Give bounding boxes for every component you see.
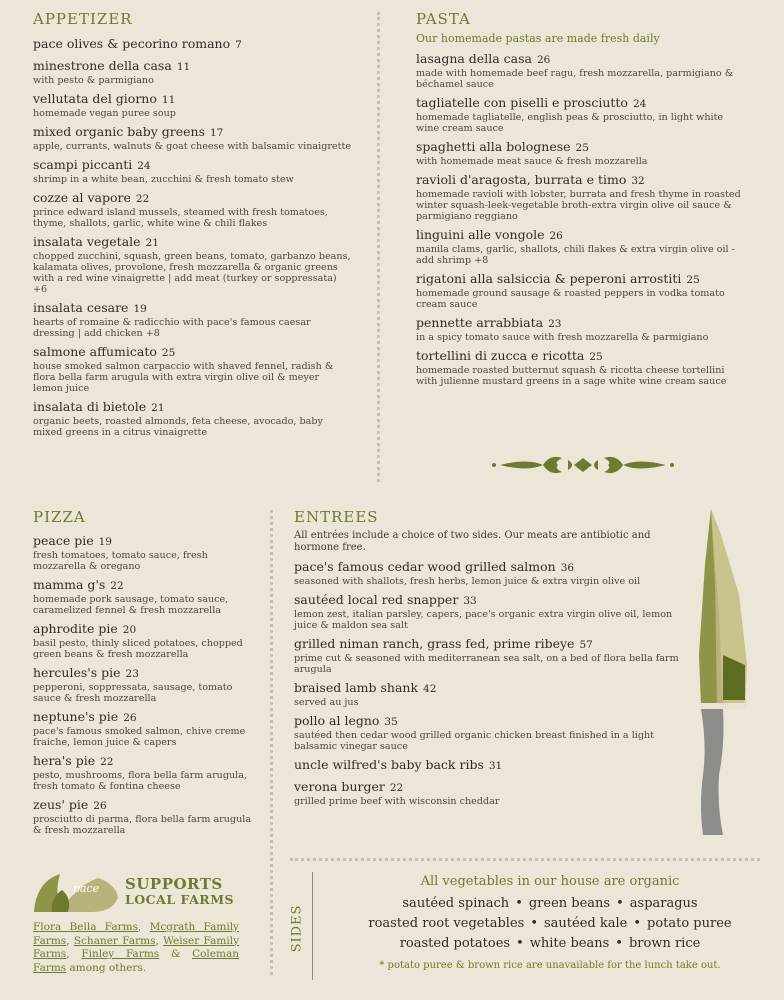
menu-item-description: manila clams, garlic, shallots, chili flakes & extra virgin olive oil - add shrimp +8 — [416, 244, 735, 266]
menu-item — [294, 592, 684, 631]
menu-item-price: 19 — [133, 303, 147, 315]
menu-item-name: pace olives & pecorino romano — [33, 36, 231, 51]
side-item: roasted root vegetables — [368, 916, 525, 931]
menu-item — [416, 139, 746, 167]
entrees-column — [294, 530, 684, 812]
menu-item-description: seasoned with shallots, fresh herbs, lemon juice & extra virgin olive oil — [294, 576, 641, 587]
menu-item-name-line — [416, 227, 746, 244]
menu-item — [416, 172, 746, 222]
menu-item — [416, 95, 746, 134]
menu-item-description: served au jus — [294, 697, 359, 708]
menu-item-name: hera's pie — [33, 753, 96, 768]
farm-link[interactable]: Flora Bella Farms — [33, 921, 138, 933]
menu-item-description: pesto, mushrooms, flora bella farm arugula, fresh tomato & fontina cheese — [33, 770, 248, 792]
menu-item — [33, 36, 351, 53]
sides-rows — [330, 894, 770, 954]
sides-divider — [312, 872, 313, 980]
menu-item-name: linguini alle vongole — [416, 227, 545, 242]
menu-item-name: salmone affumicato — [33, 344, 157, 359]
side-item: sautéed spinach — [402, 896, 510, 911]
menu-item — [416, 271, 746, 310]
logo-word: pace — [72, 882, 100, 895]
sides-heading: All vegetables in our house are organic — [420, 874, 680, 889]
menu-item — [33, 157, 351, 185]
menu-item-price: 26 — [549, 230, 563, 242]
menu-item-description: homemade ground sausage & roasted peppers in vodka tomato cream sauce — [416, 288, 725, 310]
menu-item-name-line — [33, 709, 255, 726]
menu-item-name-line — [33, 190, 351, 207]
sides-row — [330, 914, 770, 934]
menu-item-price: 24 — [632, 98, 647, 110]
logo-line1: SUPPORTS — [125, 875, 223, 893]
menu-item-description: shrimp in a white bean, zucchini & fresh tomato stew — [33, 174, 294, 185]
menu-item-name-line — [33, 621, 255, 638]
menu-item-price: 25 — [161, 347, 176, 359]
menu-item-name: grilled niman ranch, grass fed, prime ribeye — [294, 636, 575, 651]
farm-separator: , — [66, 934, 70, 947]
menu-item — [33, 753, 255, 792]
menu-item-description: basil pesto, thinly sliced potatoes, chopped green beans & fresh mozzarella — [33, 638, 243, 660]
menu-item-name-line — [294, 636, 684, 653]
menu-item-price: 20 — [122, 624, 137, 636]
menu-item-description: with homemade meat sauce & fresh mozzarella — [416, 156, 648, 167]
menu-item-description: apple, currants, walnuts & goat cheese with balsamic vinaigrette — [33, 141, 351, 152]
farm-separator: & — [159, 948, 181, 960]
bullet-icon: • — [515, 896, 523, 911]
menu-item-name: spaghetti alla bolognese — [416, 139, 571, 154]
menu-item-name: mixed organic baby greens — [33, 124, 205, 139]
divider-vertical-top — [377, 12, 380, 482]
menu-item-name-line — [33, 124, 351, 141]
pasta-column — [416, 32, 746, 392]
menu-item-name: insalata vegetale — [33, 234, 141, 249]
menu-item-name: hercules's pie — [33, 665, 121, 680]
menu-item-name-line — [33, 399, 351, 416]
bullet-icon: • — [530, 916, 538, 931]
menu-item-name-line — [416, 51, 746, 68]
menu-item-description: prince edward island mussels, steamed with fresh tomatoes, thyme, shallots, garlic, white wine & chili flakes — [33, 207, 328, 229]
menu-item-price: 21 — [145, 237, 159, 249]
menu-item — [294, 559, 684, 587]
menu-item-description: lemon zest, italian parsley, capers, pace's organic extra virgin olive oil, lemon juice & maldon sea salt — [294, 609, 673, 631]
appetizer-title: APPETIZER — [33, 10, 133, 28]
pizza-title: PIZZA — [33, 508, 86, 526]
menu-item-price: 42 — [423, 683, 437, 695]
menu-item-price: 25 — [686, 274, 700, 286]
menu-item-name: uncle wilfred's baby back ribs — [294, 757, 484, 772]
menu-item-name: tagliatelle con piselli e prosciutto — [416, 95, 628, 110]
pasta-subtitle: Our homemade pastas are made fresh daily — [416, 32, 660, 45]
supports-local-farms-logo — [32, 868, 242, 916]
menu-item-name-line — [33, 234, 351, 251]
farm-link[interactable]: Schaner Farms — [73, 934, 156, 947]
menu-item-description: homemade pork sausage, tomato sauce, caramelized fennel & fresh mozzarella — [33, 594, 229, 616]
menu-item-name-line — [33, 753, 255, 770]
menu-item-name-line — [294, 713, 684, 730]
menu-item-price: 22 — [135, 193, 150, 205]
menu-item — [33, 621, 255, 660]
menu-item-name-line — [33, 157, 351, 174]
menu-item-name: pace's famous cedar wood grilled salmon — [294, 559, 556, 574]
menu-item-name: peace pie — [33, 533, 94, 548]
menu-item-price: 22 — [100, 756, 114, 768]
menu-item-name-line — [294, 779, 684, 796]
side-item: roasted potatoes — [399, 936, 511, 951]
menu-item-name-line — [416, 172, 746, 189]
menu-item-name-line — [33, 300, 351, 317]
menu-item-price: 32 — [631, 175, 645, 187]
menu-item-name: cozze al vapore — [33, 190, 131, 205]
menu-item-name: braised lamb shank — [294, 680, 419, 695]
menu-item-price: 21 — [151, 402, 165, 414]
sides-row — [330, 894, 770, 914]
flourish-ornament-icon — [488, 450, 678, 480]
menu-item-price: 33 — [463, 595, 477, 607]
menu-item-price: 25 — [575, 142, 589, 154]
menu-item-name-line — [416, 348, 746, 365]
entrees-note: All entrées include a choice of two sides. Our meats are antibiotic and hormone free. — [294, 530, 651, 553]
menu-item-price: 17 — [209, 127, 224, 139]
menu-item-name: scampi piccanti — [33, 157, 133, 172]
menu-item-price: 7 — [235, 39, 242, 51]
menu-item-name: pollo al legno — [294, 713, 380, 728]
menu-item-name-line — [33, 36, 351, 53]
menu-item-description: in a spicy tomato sauce with fresh mozzarella & parmigiano — [416, 332, 709, 343]
menu-item-name: zeus' pie — [33, 797, 89, 812]
menu-item-name-line — [416, 95, 746, 112]
menu-item — [416, 315, 746, 343]
menu-item-description: chopped zucchini, squash, green beans, tomato, garbanzo beans, kalamata olives, provolone, fresh mozzarella & organic greens with a red wine vinaigrette | add meat (turkey or soppressata) +6 — [33, 251, 351, 295]
menu-item — [33, 300, 351, 339]
menu-item-description: homemade vegan puree soup — [33, 108, 176, 119]
menu-item — [33, 190, 351, 229]
side-item: green beans — [528, 896, 611, 911]
menu-item — [33, 533, 255, 572]
menu-item-description: grilled prime beef with wisconsin cheddar — [294, 796, 500, 807]
pasta-list — [416, 51, 746, 387]
menu-item-name-line — [33, 58, 351, 75]
menu-item — [294, 779, 684, 807]
menu-item-name-line — [294, 592, 684, 609]
menu-item — [294, 680, 684, 708]
menu-item-name: sautéed local red snapper — [294, 592, 459, 607]
menu-item — [33, 124, 351, 152]
farm-link[interactable]: Finley Farms — [81, 948, 160, 960]
menu-item-description: homemade tagliatelle, english peas & prosciutto, in light white wine cream sauce — [416, 112, 724, 134]
menu-item — [33, 709, 255, 748]
side-item: brown rice — [628, 936, 701, 951]
menu-item-name-line — [294, 559, 684, 576]
knife-icon — [693, 505, 755, 840]
menu-item-price: 25 — [589, 351, 603, 363]
appetizer-list — [33, 36, 351, 443]
menu-item-name-line — [294, 757, 684, 774]
sides-row — [330, 934, 770, 954]
menu-item-name-line — [416, 315, 746, 332]
menu-item-name: insalata cesare — [33, 300, 129, 315]
menu-item — [33, 797, 255, 836]
menu-item-name-line — [416, 271, 746, 288]
menu-item-price: 26 — [93, 800, 107, 812]
farm-link[interactable]: Coleman Farms — [33, 948, 239, 974]
menu-item-name-line — [33, 344, 351, 361]
menu-item — [294, 713, 684, 752]
menu-item-name: minestrone della casa — [33, 58, 172, 73]
menu-item-price: 11 — [161, 94, 176, 106]
menu-item-price: 22 — [110, 580, 124, 592]
farm-logo-icon — [32, 868, 122, 916]
menu-item-description: sautéed then cedar wood grilled organic chicken breast finished in a light balsamic vinegar sauce — [294, 730, 655, 752]
menu-item-description: fresh tomatoes, tomato sauce, fresh mozzarella & oregano — [33, 550, 208, 572]
menu-item — [33, 577, 255, 616]
farms-tail: among others. — [69, 961, 147, 974]
side-item: white beans — [529, 936, 610, 951]
menu-item-name-line — [416, 139, 746, 156]
menu-item-description: pepperoni, soppressata, sausage, tomato sauce & fresh mozzarella — [33, 682, 233, 704]
farm-link[interactable]: Mcgrath Family Farms — [33, 921, 239, 947]
farm-separator: , — [155, 934, 159, 947]
menu-item-name: rigatoni alla salsiccia & peperoni arrostiti — [416, 271, 682, 286]
menu-item-price: 26 — [536, 54, 551, 66]
menu-item-description: made with homemade beef ragu, fresh mozzarella, parmigiano & béchamel sauce — [416, 68, 734, 90]
entrees-title: ENTREES — [294, 508, 379, 526]
menu-item-price: 26 — [123, 712, 137, 724]
divider-horizontal-sides — [290, 858, 760, 861]
menu-item-name: vellutata del giorno — [33, 91, 157, 106]
bullet-icon: • — [615, 936, 623, 951]
menu-item — [416, 227, 746, 266]
menu-item-name: tortellini di zucca e ricotta — [416, 348, 585, 363]
menu-item — [33, 665, 255, 704]
menu-item-name-line — [294, 680, 684, 697]
sides-footnote: * potato puree & brown rice are unavailable for the lunch take out. — [379, 960, 721, 971]
menu-item-name-line — [33, 91, 351, 108]
menu-item-description: prime cut & seasoned with mediterranean sea salt, on a bed of flora bella farm arugula — [294, 653, 679, 675]
menu-item — [416, 348, 746, 387]
menu-item-description: organic beets, roasted almonds, feta cheese, avocado, baby mixed greens in a citrus vinaigrette — [33, 416, 323, 438]
sides-box — [330, 874, 770, 971]
menu-item-price: 31 — [488, 760, 503, 772]
menu-item-name: verona burger — [294, 779, 385, 794]
farm-link[interactable]: Weiser Family Farms — [33, 934, 239, 960]
menu-item-description: homemade ravioli with lobster, burrata and fresh thyme in roasted winter squash-leek-vegetable broth-extra virgin olive oil sauce & parmigiano reggiano — [416, 189, 741, 222]
menu-item-price: 36 — [560, 562, 575, 574]
menu-item-price: 22 — [389, 782, 404, 794]
menu-item-price: 23 — [125, 668, 139, 680]
menu-item-name: lasagna della casa — [416, 51, 532, 66]
menu-item — [294, 757, 684, 774]
bullet-icon: • — [616, 896, 624, 911]
menu-item-price: 57 — [579, 639, 593, 651]
menu-item — [33, 399, 351, 438]
bullet-icon: • — [516, 936, 524, 951]
menu-item-name-line — [33, 577, 255, 594]
menu-item-name: aphrodite pie — [33, 621, 118, 636]
menu-item-name-line — [33, 533, 255, 550]
menu-item-price: 35 — [384, 716, 398, 728]
menu-item-name: neptune's pie — [33, 709, 119, 724]
menu-item-price: 24 — [137, 160, 151, 172]
menu-item-name: pennette arrabbiata — [416, 315, 544, 330]
menu-item — [33, 234, 351, 295]
menu-item-name-line — [33, 665, 255, 682]
menu-item-description: pace's famous smoked salmon, chive creme fraiche, lemon juice & capers — [33, 726, 246, 748]
menu-item — [416, 51, 746, 90]
bullet-icon: • — [633, 916, 641, 931]
menu-item-price: 11 — [176, 61, 191, 73]
farm-separator: , — [66, 948, 70, 960]
side-item: potato puree — [647, 916, 732, 931]
logo-line2: LOCAL FARMS — [125, 892, 235, 907]
menu-item-name-line — [33, 797, 255, 814]
menu-item — [33, 344, 351, 394]
menu-item-description: hearts of romaine & radicchio with pace's famous caesar dressing | add chicken +8 — [33, 317, 311, 339]
menu-item — [33, 91, 351, 119]
side-item: asparagus — [629, 896, 698, 911]
menu-item-name: mamma g's — [33, 577, 106, 592]
menu-item-description: prosciutto di parma, flora bella farm arugula & fresh mozzarella — [33, 814, 252, 836]
divider-vertical-bottom — [270, 510, 273, 975]
menu-item-description: house smoked salmon carpaccio with shaved fennel, radish & flora bella farm arugula with extra virgin olive oil & meyer lemon juice — [33, 361, 334, 394]
menu-item — [33, 58, 351, 86]
menu-item-name: ravioli d'aragosta, burrata e timo — [416, 172, 627, 187]
menu-item-description: with pesto & parmigiano — [33, 75, 154, 86]
pizza-list — [33, 533, 255, 841]
menu-item-description: homemade roasted butternut squash & ricotta cheese tortellini with julienne mustard greens in a sage white wine cream sauce — [416, 365, 727, 387]
sides-label: SIDES — [289, 904, 305, 952]
side-item: sautéed kale — [543, 916, 628, 931]
farms-list — [33, 921, 239, 975]
menu-item-price: 19 — [98, 536, 112, 548]
menu-item-price: 23 — [548, 318, 562, 330]
pasta-title: PASTA — [416, 10, 471, 28]
menu-item-name: insalata di bietole — [33, 399, 147, 414]
menu-item — [294, 636, 684, 675]
entrees-list — [294, 559, 684, 807]
farm-separator: , — [137, 921, 142, 933]
